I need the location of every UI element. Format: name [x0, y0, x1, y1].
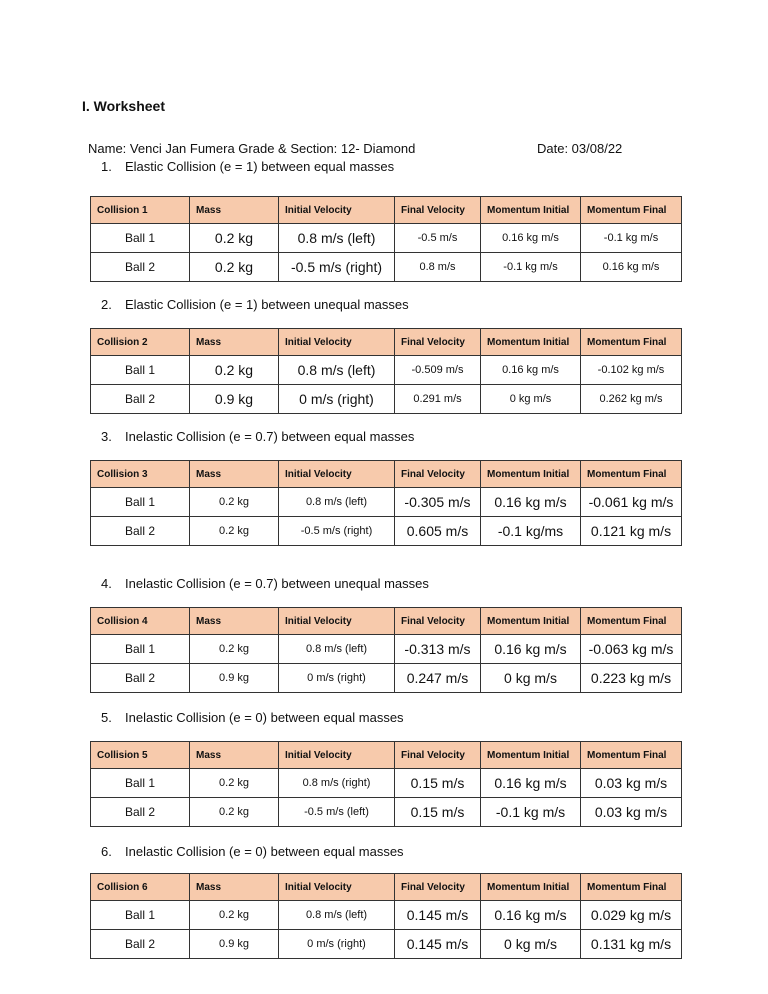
table-cell: -0.5 m/s	[395, 224, 481, 253]
table-cell: 0.15 m/s	[395, 769, 481, 798]
section-heading	[101, 844, 404, 859]
table-cell: 0.8 m/s (left)	[279, 356, 395, 385]
section-heading-text: Inelastic Collision (e = 0.7) between unequal masses	[125, 576, 429, 591]
column-header: Momentum Initial	[481, 742, 581, 769]
column-header: Final Velocity	[395, 742, 481, 769]
table-cell: Ball 1	[91, 635, 190, 664]
table-cell: 0 m/s (right)	[279, 385, 395, 414]
collision-table	[90, 741, 682, 827]
date-label: Date: 03/08/22	[537, 141, 623, 156]
column-header: Final Velocity	[395, 461, 481, 488]
table-header-row	[91, 874, 682, 901]
table-row	[91, 901, 682, 930]
table-cell: 0.16 kg m/s	[481, 488, 581, 517]
table-cell: 0.2 kg	[190, 635, 279, 664]
section-heading-text: Elastic Collision (e = 1) between equal masses	[125, 159, 395, 174]
table-cell: 0.15 m/s	[395, 798, 481, 827]
section-number: 5.	[101, 710, 112, 725]
table-row	[91, 798, 682, 827]
table-cell: -0.1 kg m/s	[481, 798, 581, 827]
table-cell: Ball 2	[91, 930, 190, 959]
column-header: Momentum Initial	[481, 608, 581, 635]
table-cell: 0 m/s (right)	[279, 930, 395, 959]
column-header: Momentum Final	[581, 608, 682, 635]
column-header: Momentum Initial	[481, 874, 581, 901]
table-cell: 0.16 kg m/s	[481, 224, 581, 253]
table-cell: Ball 2	[91, 385, 190, 414]
table-cell: -0.1 kg m/s	[581, 224, 682, 253]
column-header: Final Velocity	[395, 197, 481, 224]
table-header-row	[91, 608, 682, 635]
table-row	[91, 488, 682, 517]
table-row	[91, 635, 682, 664]
column-header: Momentum Final	[581, 742, 682, 769]
table-header-row	[91, 329, 682, 356]
table-cell: 0.16 kg m/s	[581, 253, 682, 282]
column-header: Mass	[190, 329, 279, 356]
column-header: Final Velocity	[395, 608, 481, 635]
table-cell: Ball 1	[91, 769, 190, 798]
worksheet-title: I. Worksheet	[82, 98, 165, 114]
table-row	[91, 930, 682, 959]
column-header: Initial Velocity	[279, 874, 395, 901]
table-cell: Ball 1	[91, 901, 190, 930]
column-header: Momentum Initial	[481, 197, 581, 224]
table-cell: Ball 2	[91, 664, 190, 693]
column-header: Initial Velocity	[279, 742, 395, 769]
table-row	[91, 224, 682, 253]
table-cell: 0.262 kg m/s	[581, 385, 682, 414]
column-header: Momentum Final	[581, 461, 682, 488]
column-header: Momentum Final	[581, 874, 682, 901]
collision-table	[90, 873, 682, 959]
column-header: Initial Velocity	[279, 461, 395, 488]
table-cell: 0.291 m/s	[395, 385, 481, 414]
table-cell: 0.16 kg m/s	[481, 901, 581, 930]
column-header: Mass	[190, 608, 279, 635]
table-cell: Ball 1	[91, 356, 190, 385]
column-header: Final Velocity	[395, 874, 481, 901]
column-header: Mass	[190, 197, 279, 224]
table-cell: -0.313 m/s	[395, 635, 481, 664]
section-heading	[101, 576, 429, 591]
table-cell: 0.2 kg	[190, 798, 279, 827]
column-header: Momentum Final	[581, 197, 682, 224]
table-header-row	[91, 742, 682, 769]
table-cell: 0.9 kg	[190, 930, 279, 959]
table-cell: -0.305 m/s	[395, 488, 481, 517]
table-cell: 0.03 kg m/s	[581, 798, 682, 827]
section-heading	[101, 710, 404, 725]
column-header: Mass	[190, 874, 279, 901]
table-cell: 0.9 kg	[190, 385, 279, 414]
table-cell: Ball 2	[91, 798, 190, 827]
table-cell: 0.2 kg	[190, 901, 279, 930]
collision-table	[90, 196, 682, 282]
section-heading-text: Inelastic Collision (e = 0.7) between equal masses	[125, 429, 415, 444]
section-heading	[101, 297, 409, 312]
collision-table	[90, 460, 682, 546]
table-cell: 0.145 m/s	[395, 901, 481, 930]
table-cell: 0 kg m/s	[481, 385, 581, 414]
table-cell: 0 m/s (right)	[279, 664, 395, 693]
table-row	[91, 356, 682, 385]
header-collision: Collision 6	[91, 874, 190, 901]
collision-table	[90, 607, 682, 693]
section-heading	[101, 429, 414, 444]
table-row	[91, 769, 682, 798]
header-collision: Collision 2	[91, 329, 190, 356]
table-cell: -0.5 m/s (left)	[279, 798, 395, 827]
column-header: Momentum Initial	[481, 461, 581, 488]
table-cell: 0.03 kg m/s	[581, 769, 682, 798]
table-cell: 0 kg m/s	[481, 664, 581, 693]
header-collision: Collision 3	[91, 461, 190, 488]
collision-table	[90, 328, 682, 414]
column-header: Final Velocity	[395, 329, 481, 356]
column-header: Momentum Final	[581, 329, 682, 356]
table-cell: 0.2 kg	[190, 356, 279, 385]
table-cell: Ball 2	[91, 517, 190, 546]
section-number: 2.	[101, 297, 112, 312]
column-header: Momentum Initial	[481, 329, 581, 356]
table-cell: 0.8 m/s	[395, 253, 481, 282]
section-number: 1.	[101, 159, 112, 174]
table-cell: -0.509 m/s	[395, 356, 481, 385]
table-cell: 0.247 m/s	[395, 664, 481, 693]
table-cell: 0.16 kg m/s	[481, 635, 581, 664]
column-header: Initial Velocity	[279, 197, 395, 224]
table-row	[91, 253, 682, 282]
section-heading-text: Inelastic Collision (e = 0) between equal masses	[125, 710, 404, 725]
table-cell: Ball 2	[91, 253, 190, 282]
section-number: 6.	[101, 844, 112, 859]
table-cell: 0.8 m/s (left)	[279, 635, 395, 664]
table-cell: 0.8 m/s (left)	[279, 901, 395, 930]
table-cell: -0.102 kg m/s	[581, 356, 682, 385]
column-header: Initial Velocity	[279, 608, 395, 635]
table-cell: 0.8 m/s (left)	[279, 488, 395, 517]
table-row	[91, 385, 682, 414]
section-heading-text: Elastic Collision (e = 1) between unequal masses	[125, 297, 409, 312]
table-cell: Ball 1	[91, 224, 190, 253]
table-row	[91, 517, 682, 546]
table-cell: -0.1 kg m/s	[481, 253, 581, 282]
table-cell: Ball 1	[91, 488, 190, 517]
header-collision: Collision 5	[91, 742, 190, 769]
table-cell: 0.131 kg m/s	[581, 930, 682, 959]
table-cell: 0.2 kg	[190, 224, 279, 253]
section-number: 4.	[101, 576, 112, 591]
table-cell: -0.061 kg m/s	[581, 488, 682, 517]
section-number: 3.	[101, 429, 112, 444]
table-cell: 0.9 kg	[190, 664, 279, 693]
table-cell: -0.063 kg m/s	[581, 635, 682, 664]
table-cell: -0.1 kg/ms	[481, 517, 581, 546]
table-header-row	[91, 461, 682, 488]
header-collision: Collision 1	[91, 197, 190, 224]
table-cell: 0.2 kg	[190, 253, 279, 282]
table-cell: 0 kg m/s	[481, 930, 581, 959]
table-cell: 0.16 kg m/s	[481, 356, 581, 385]
column-header: Mass	[190, 461, 279, 488]
section-heading-text: Inelastic Collision (e = 0) between equal masses	[125, 844, 404, 859]
header-collision: Collision 4	[91, 608, 190, 635]
column-header: Mass	[190, 742, 279, 769]
table-header-row	[91, 197, 682, 224]
table-row	[91, 664, 682, 693]
table-cell: -0.5 m/s (right)	[279, 253, 395, 282]
table-cell: 0.2 kg	[190, 488, 279, 517]
table-cell: -0.5 m/s (right)	[279, 517, 395, 546]
table-cell: 0.2 kg	[190, 769, 279, 798]
table-cell: 0.029 kg m/s	[581, 901, 682, 930]
table-cell: 0.2 kg	[190, 517, 279, 546]
table-cell: 0.8 m/s (left)	[279, 224, 395, 253]
student-info: Name: Venci Jan Fumera Grade & Section: 12- Diamond	[88, 141, 416, 156]
table-cell: 0.223 kg m/s	[581, 664, 682, 693]
table-cell: 0.121 kg m/s	[581, 517, 682, 546]
section-heading	[101, 159, 394, 174]
table-cell: 0.605 m/s	[395, 517, 481, 546]
table-cell: 0.8 m/s (right)	[279, 769, 395, 798]
table-cell: 0.145 m/s	[395, 930, 481, 959]
column-header: Initial Velocity	[279, 329, 395, 356]
table-cell: 0.16 kg m/s	[481, 769, 581, 798]
